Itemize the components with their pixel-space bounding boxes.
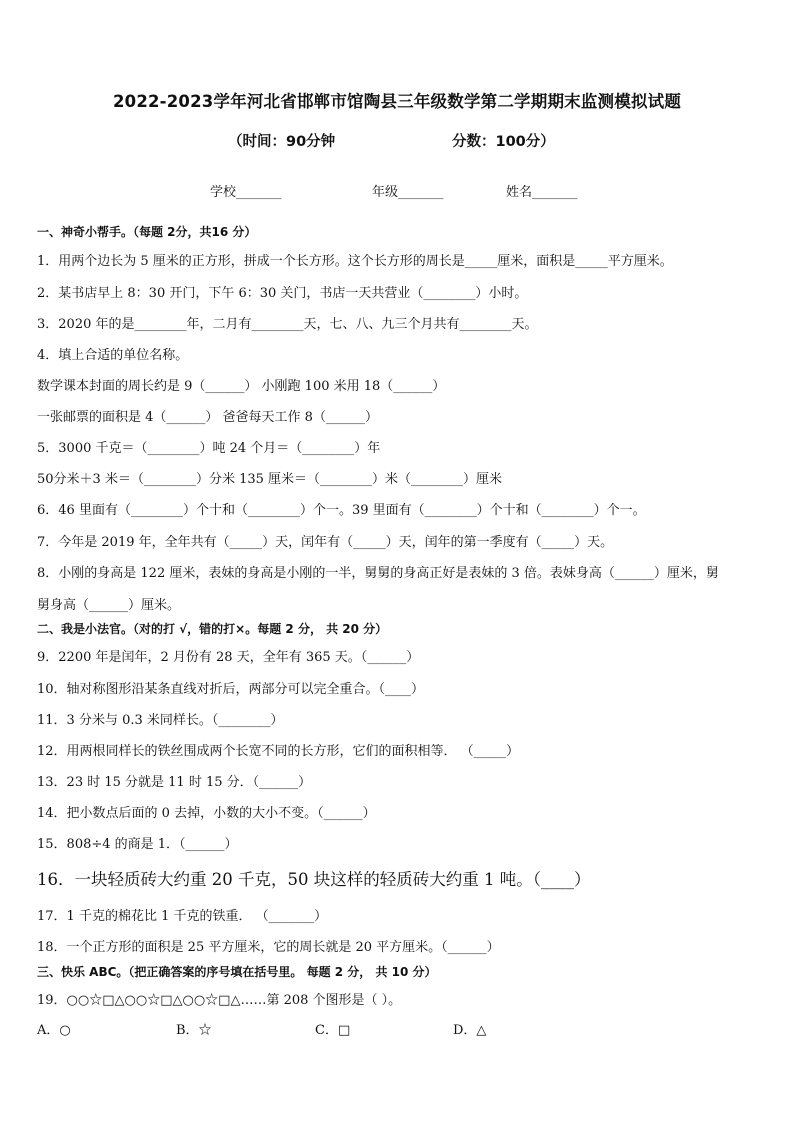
question-19: 19．○○☆□△○○☆□△○○☆□△……第 208 个图形是（ ）。	[37, 993, 402, 1008]
question-1: 1．用两个边长为 5 厘米的正方形，拼成一个长方形。这个长方形的周长是_____厘米，面积是_____平方厘米。	[37, 254, 673, 269]
option-a[interactable]: A．○	[37, 1023, 71, 1038]
grade-field[interactable]: 年级_______	[372, 185, 444, 200]
question-8a: 8．小刚的身高是 122 厘米，表妹的身高是小刚的一半，舅舅的身高正好是表妹的 3 倍。表妹身高（______）厘米，舅	[37, 566, 719, 581]
option-b[interactable]: B．☆	[176, 1023, 212, 1038]
question-7: 7．今年是 2019 年，全年共有（_____）天，闰年有（_____）天，闰年的第一季度有（_____）天。	[37, 535, 614, 550]
question-18: 18．一个正方形的面积是 25 平方厘米，它的周长就是 20 平方厘米。（______）	[37, 940, 500, 955]
score-label: 分数：100分）	[452, 134, 555, 150]
option-c[interactable]: C．□	[315, 1023, 351, 1038]
question-6: 6．46 里面有（________）个十和（________）个一。39 里面有（________）个十和（________）个一。	[37, 503, 646, 518]
section-heading-3: 三、快乐 ABC。（把正确答案的序号填在括号里。 每题 2 分， 共 10 分）	[37, 965, 437, 979]
question-10: 10．轴对称图形沿某条直线对折后，两部分可以完全重合。（____）	[37, 682, 425, 697]
question-13: 13．23 时 15 分就是 11 时 15 分．（______）	[37, 775, 312, 790]
question-4b: 一张邮票的面积是 4（______） 爸爸每天工作 8（______）	[37, 410, 378, 425]
question-12: 12．用两根同样长的铁丝围成两个长宽不同的长方形，它们的面积相等． （_____）	[37, 744, 520, 759]
section-heading-2: 二、我是小法官。（对的打 √，错的打×。每题 2 分， 共 20 分）	[37, 622, 388, 636]
time-label: （时间：90分钟	[228, 134, 336, 150]
question-16: 16．一块轻质砖大约重 20 千克，50 块这样的轻质砖大约重 1 吨。（____）	[37, 870, 591, 889]
question-2: 2．某书店早上 8：30 开门，下午 6：30 关门，书店一天共营业（________）小时。	[37, 286, 528, 301]
option-d[interactable]: D．△	[453, 1023, 487, 1038]
question-14: 14．把小数点后面的 0 去掉，小数的大小不变。（______）	[37, 806, 376, 821]
page-title: 2022-2023学年河北省邯郸市馆陶县三年级数学第二学期期末监测模拟试题	[112, 92, 682, 111]
question-5a: 5．3000 千克＝（________）吨 24 个月＝（________）年	[37, 441, 381, 456]
question-9: 9．2200 年是闰年，2 月份有 28 天，全年有 365 天。（______）	[37, 650, 420, 665]
question-4a: 数学课本封面的周长约是 9（______） 小刚跑 100 米用 18（______）	[37, 379, 446, 394]
question-17: 17．1 千克的棉花比 1 千克的铁重． （_______）	[37, 909, 328, 924]
name-field[interactable]: 姓名_______	[506, 185, 578, 200]
section-heading-1: 一、神奇小帮手。（每题 2分，共16 分）	[37, 225, 257, 239]
school-field[interactable]: 学校_______	[210, 185, 282, 200]
question-3: 3．2020 年的是________年，二月有________天，七、八、九三个月共有________天。	[37, 317, 538, 332]
question-11: 11．3 分米与 0.3 米同样长。（________）	[37, 713, 284, 728]
question-4: 4．填上合适的单位名称。	[37, 348, 189, 363]
question-5b: 50分米＋3 米＝（________）分米 135 厘米＝（________）米（________）厘米	[37, 472, 503, 487]
question-8b: 舅身高（______）厘米。	[37, 598, 181, 613]
question-15: 15．808÷4 的商是 1．（______）	[37, 837, 238, 852]
